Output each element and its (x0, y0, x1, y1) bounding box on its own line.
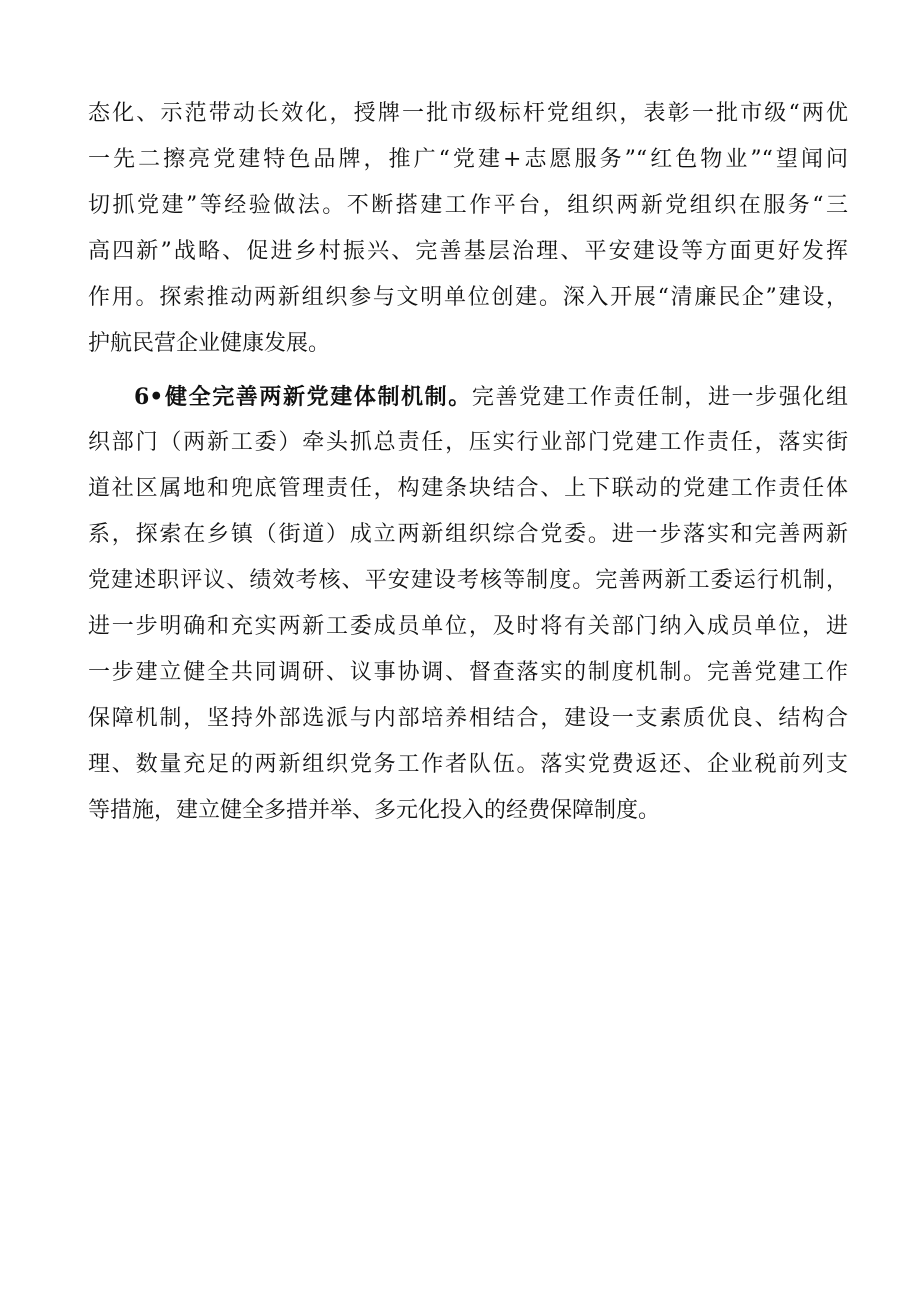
paragraph-2-line-9: 理、数量充足的两新组织党务工作者队伍。落实党费返还、企业税前列支 (88, 752, 848, 777)
paragraph-1-line-4: 高四新”战略、促进乡村振兴、完善基层治理、平安建设等方面更好发挥 (88, 239, 848, 264)
paragraph-2-line-5: 党建述职评议、绩效考核、平安建设考核等制度。完善两新工委运行机制， (88, 568, 848, 593)
paragraph-2-line-3: 道社区属地和兜底管理责任，构建条块结合、上下联动的党建工作责任体 (88, 476, 848, 501)
paragraph-2-line-4: 系，探索在乡镇（街道）成立两新组织综合党委。进一步落实和完善两新 (88, 522, 848, 547)
paragraph-1-line-2: 一先二擦亮党建特色品牌，推广“党建+志愿服务”“红色物业”“望闻问 (88, 147, 848, 172)
paragraph-1-line-5: 作用。探索推动两新组织参与文明单位创建。深入开展“清廉民企”建设， (88, 285, 848, 310)
paragraph-1-line-6: 护航民营企业健康发展。 (88, 331, 331, 356)
paragraph-2-line-6: 进一步明确和充实两新工委成员单位，及时将有关部门纳入成员单位，进 (88, 614, 848, 639)
paragraph-2-line-1 (134, 374, 848, 420)
section-heading: 6•健全完善两新党建体制机制。 (134, 384, 472, 410)
paragraph-1-line-1: 态化、示范带动长效化，授牌一批市级标杆党组织，表彰一批市级“两优 (88, 101, 848, 126)
paragraph-2-line-10: 等措施，建立健全多措并举、多元化投入的经费保障制度。 (88, 798, 661, 823)
paragraph-2-line-7: 一步建立健全共同调研、议事协调、督查落实的制度机制。完善党建工作 (88, 660, 848, 685)
paragraph-2-line-2: 织部门（两新工委）牵头抓总责任，压实行业部门党建工作责任，落实街 (88, 430, 848, 455)
paragraph-2-line-1-text: 完善党建工作责任制，进一步强化组 (471, 385, 848, 410)
paragraph-2-line-8: 保障机制，坚持外部选派与内部培养相结合，建设一支素质优良、结构合 (88, 706, 848, 731)
paragraph-1-line-3: 切抓党建”等经验做法。不断搭建工作平台，组织两新党组织在服务“三 (88, 193, 848, 218)
